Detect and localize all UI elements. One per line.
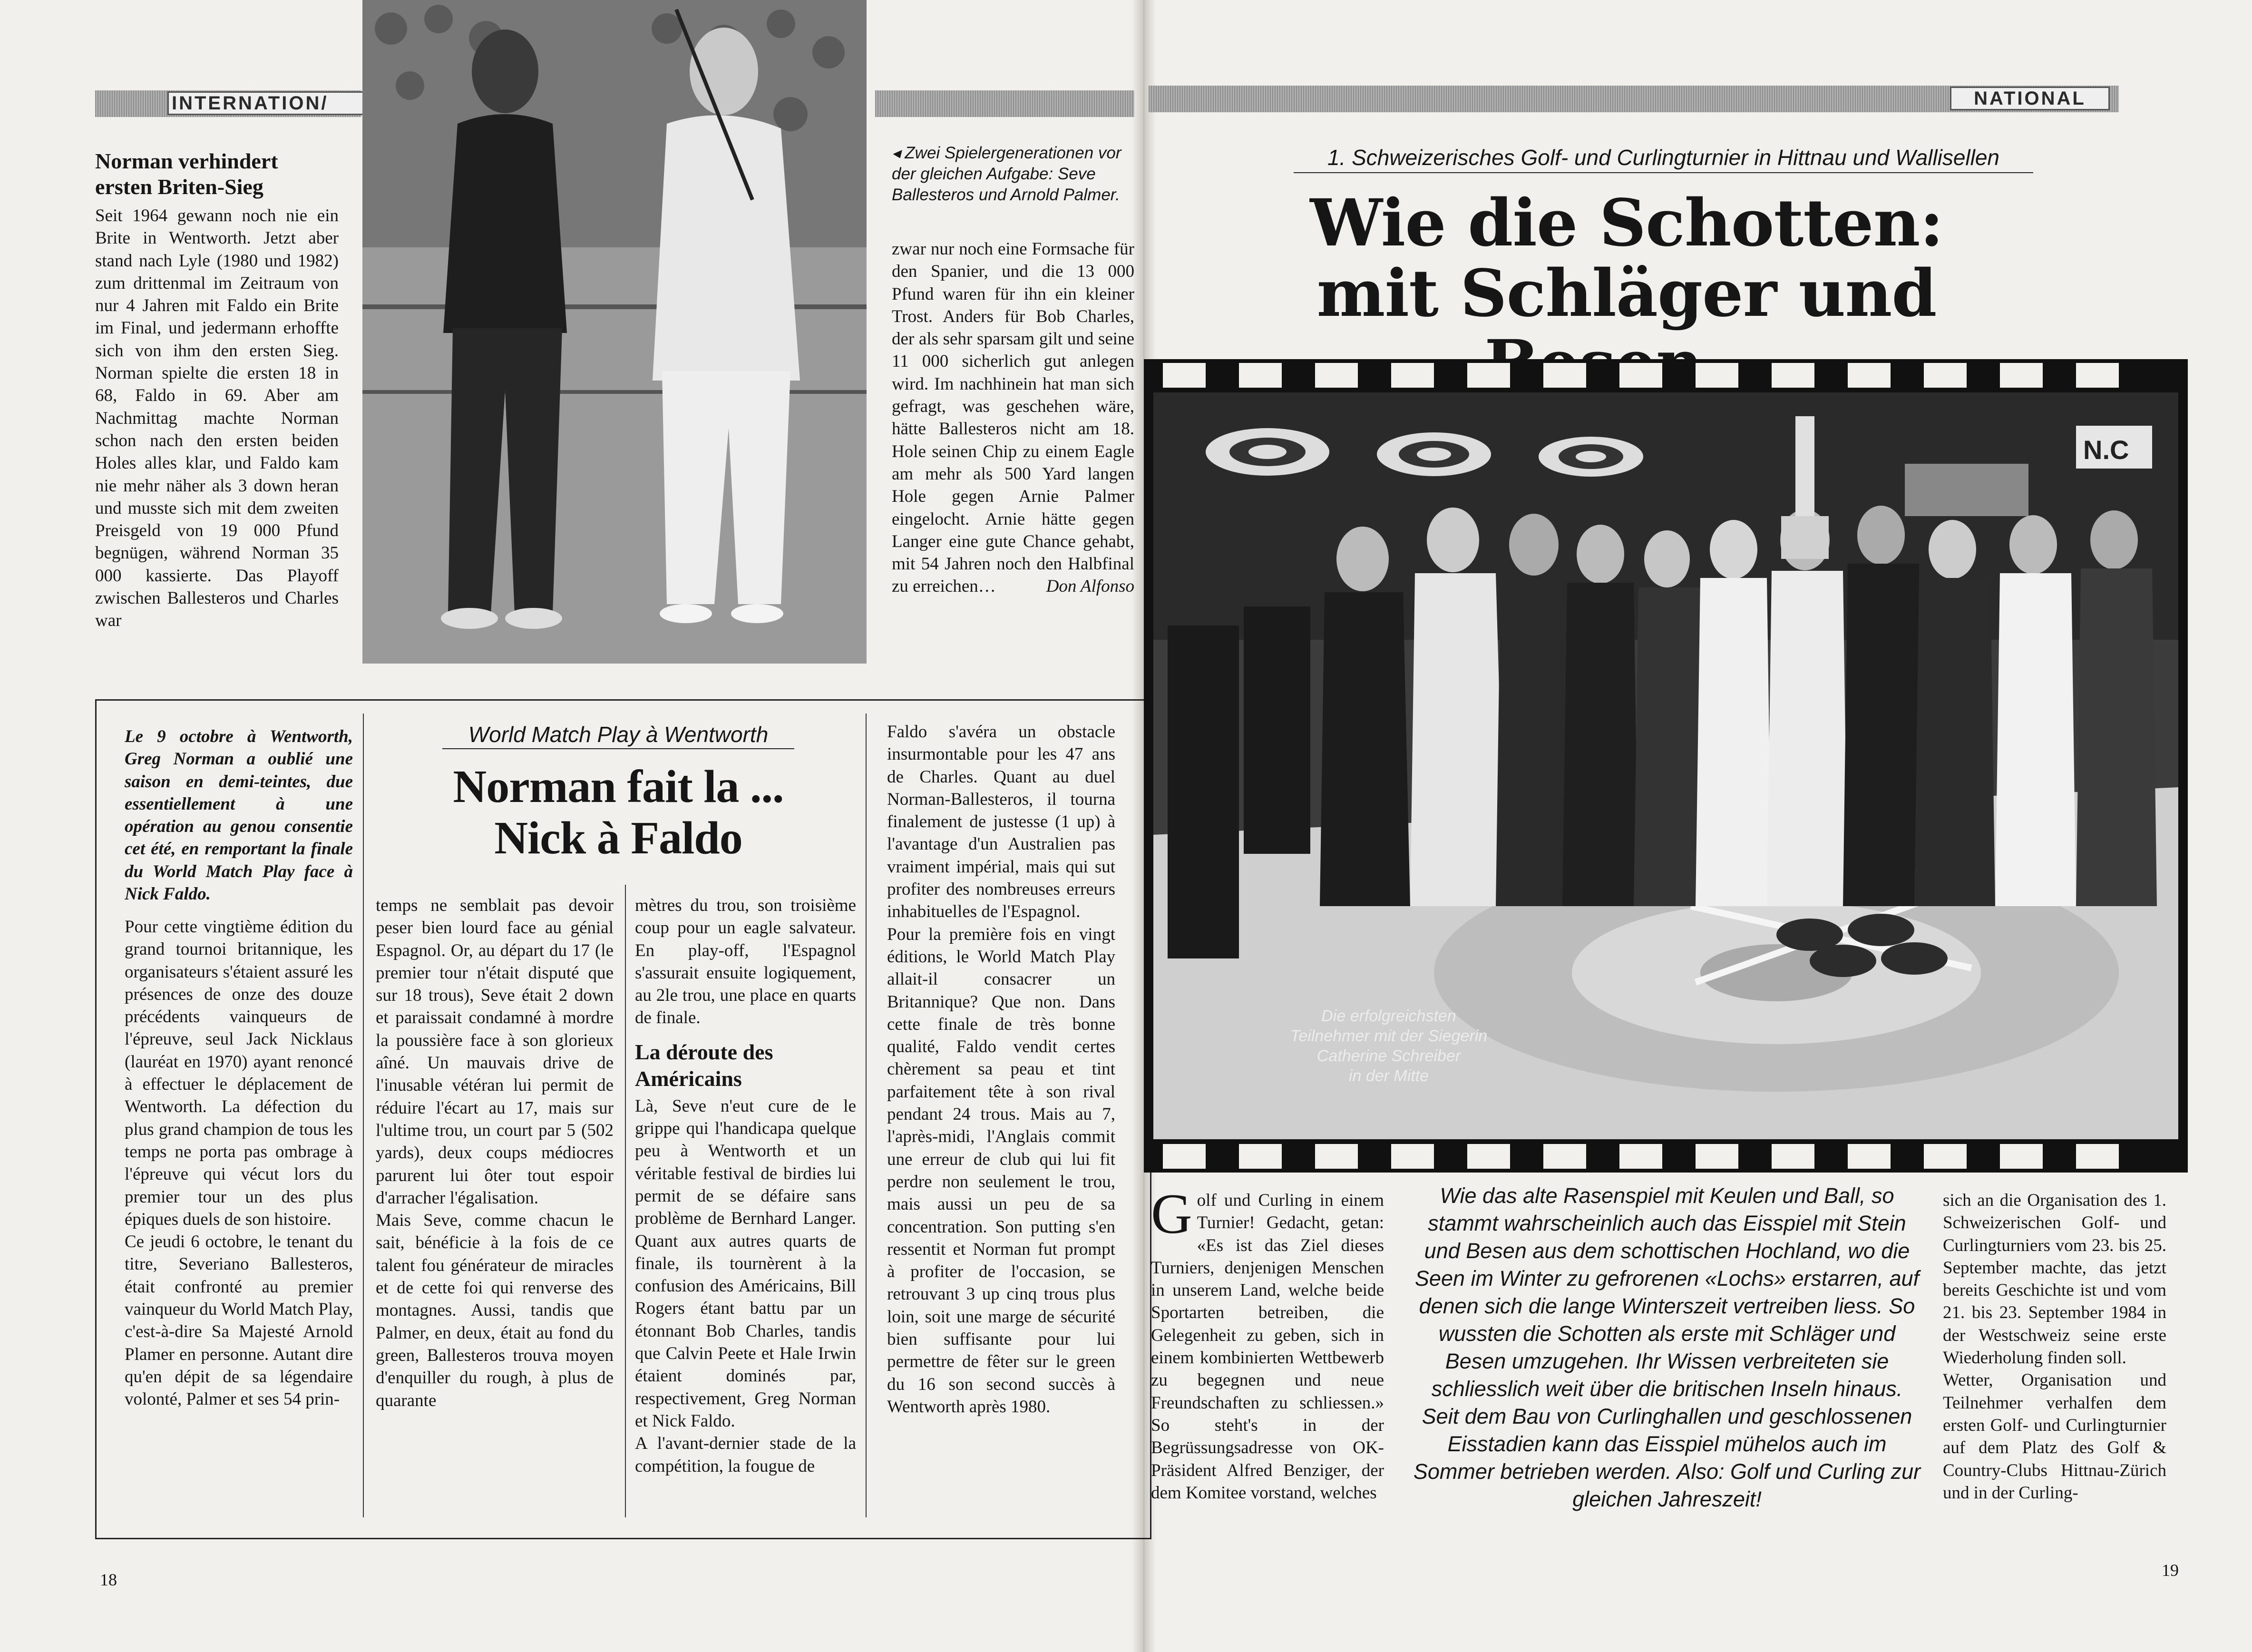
french-col4-p2: Pour la première fois en vingt éditions, le World Match Play allait-il consacrer un Britannique? Que non. Dans cette finale de très bonne qualité, Faldo vendit certes chèrement sa peau et tint parfaitement tête à son rival pendant 24 trous. Mais au 7, l'après-midi, l'Anglais commit une erreur de club qui lui fit perdre non seulement le trou, mais aussi un peu de sa concentration. Son putting s'en ressentit et Norman fut prompt à profiter de l'occasion, se retrouvant 3 up cinq trous plus loin, soit une marge de sécurité bien suffisante pour lui permettre de fêter sur le green du 16 son second succès à Wentworth après 1980. [887,924,1115,1417]
french-col3 [635,894,856,1522]
section-bar-left-2 [875,90,1134,117]
curling-caption-line2: Teilnehmer mit der Siegerin [1290,1027,1488,1045]
french-intro: Le 9 octobre à Wentworth, Greg Norman a oublié une saison en demi-teintes, due essentiellement à une opération au genou consentie cet été, en remportant la finale du World Match Play face à Nick Faldo. [125,727,353,904]
curling-caption-line4: in der Mitte [1348,1067,1429,1085]
french-col2-p1: temps ne semblait pas devoir peser bien lourd face au génial Espagnol. Or, au départ du 17 (le premier tour n'était disputé que sur 18 trous), Seve était 2 down et paraissait condamné à mordre la poussière face à son glorieux aîné. Un mauvais drive de l'inusable vétéran lui permit de réduire l'écart au 17, mais sur l'ultime trou, un court par 5 (502 yards), deux coups médiocres parurent lui ôter tout espoir d'arracher l'égalisation. [376,896,614,1208]
sidebar-body: Seit 1964 gewann noch nie ein Brite in Wentworth. Jetzt aber stand nach Lyle (1980 und 1982) zum drittenmal im Zeitraum von nur 4 Jahren mit Faldo ein Brite im Final, und jedermann erhoffte sich von ihm den ersten Sieg. Norman spielte die ersten 18 in 68, Faldo in 69. Aber am Nachmittag machte Norman schon nach den ersten beiden Holes alles klar, und Faldo kam nie mehr näher als 3 down heran und musste sich mit dem zweiten Preisgeld von 19 000 Pfund begnügen, während Norman 35 000 kassierte. Das Playoff zwischen Ballesteros und Charles war [95,206,339,631]
page-number-left: 18 [100,1570,117,1589]
french-col3-subhead: La déroute des Américains [635,1039,773,1091]
right-kicker: 1. Schweizerisches Golf- und Curlingturnier in Hittnau und Wallisellen [1294,143,2033,173]
french-col4-p1: Faldo s'avéra un obstacle insurmontable pour les 47 ans de Charles. Quant au duel Norman-Ballesteros, il tourna finalement de justesse (1 up) à l'avantage d'un Australien pas vraiment impérial, mais qui sut profiter des nombreuses erreurs inhabituelles de l'Espagnol. [887,722,1115,922]
french-col1 [125,916,353,1529]
french-headline-line1: Norman fait la ... [453,761,784,812]
curling-photo-caption [1265,1006,1512,1086]
curling-caption-line1: Die erfolgreichsten [1321,1007,1456,1025]
sidebar-title-line1: Norman verhindert [95,149,278,173]
continuation-signature: Don Alfonso [1046,577,1134,596]
french-headline-line2: Nick à Faldo [494,812,742,864]
right-lead-text: Wie das alte Rasenspiel mit Keulen und Ball, so stammt wahrscheinlich auch das Eisspiel mit Stein und Besen aus dem schottischen Hochland, wo die Seen im Winter zu gefrorenen «Lochs» erstarren, auf denen sich die lange Winterszeit vertreiben liess. So wussten die Schotten als erste mit Schläger und Besen umzugehen. Ihr Wissen verbreiteten sie schliesslich weit über die britischen Inseln hinaus. Seit dem Bau von Curlinghallen und geschlossenen Eisstadien kann das Eisspiel mühelos auch im Sommer betrieben werden. Also: Golf und Curling zur gleichen Jahreszeit! [1413,1183,1921,1511]
french-col1-p1: Pour cette vingtième édition du grand tournoi britannique, les organisateurs s'étaient assuré les présences de onze des douze précédents vainqueurs de l'épreuve, seul Jack Nicklaus (lauréat en 1970) ayant renoncé à effectuer le déplacement de Wentworth. La défection du plus grand champion de tous les temps ne porta pas ombrage à l'épreuve qui vécut lors du premier tour un des plus épiques duels de son histoire. [125,917,353,1229]
french-col1-p2: Ce jeudi 6 octobre, le tenant du titre, Severiano Ballesteros, était confronté au premier vainqueur du World Match Play, c'est-à-dire Sa Majesté Arnold Plamer en personne. Autant dire qu'en dépit de sa légendaire volonté, Palmer et ses 54 prin- [125,1232,353,1409]
continuation-text: zwar nur noch eine Formsache für den Spanier, und die 13 000 Pfund waren für ihn ein kleiner Trost. Anders für Bob Charles, der als sehr sparsam gilt und seine 11 000 sicherlich gut anlegen wird. Im nachhinein hat man sich gefragt, was geschehen wäre, hätte Ballesteros nicht am 18. Hole seinen Chip zu einem Eagle am mehr als 500 Yard langen Hole gegen Arnie Palmer eingelocht. Arnie hätte gegen Langer eine gute Chance gehabt, mit 54 Jahren noch den Halbfinal zu erreichen… [892,239,1134,596]
right-dropcap: G [1151,1189,1192,1245]
right-col1 [1151,1189,1384,1579]
right-col3-p2: Wetter, Organisation und Teilnehmer verhalfen dem ersten Golf- und Curlingturnier auf dem Platz des Golf & Country-Clubs Hittnau-Zürich und in der Curling- [1943,1370,2166,1503]
golf-players-photo [362,0,867,664]
page-number-right: 19 [2162,1561,2179,1580]
french-col-rule-3 [866,714,867,1517]
french-headline [376,761,861,864]
section-tag-national: NATIONAL [1950,87,2110,110]
french-col3-p2: Là, Seve n'eut cure de le grippe qui l'handicapa quelque peu à Wentworth et un véritable festival de birdies lui permit de se défaire sans problème de Bernhard Langer. Quant aux autres quarts de finale, ils tournèrent à la confusion des Américains, Bill Rogers étant battu par un étonnant Bob Charles, tandis que Calvin Peete et Hale Irwin étaient dominés par, respectivement, Greg Norman et Nick Faldo. [635,1096,856,1431]
french-kicker: World Match Play à Wentworth [442,721,794,749]
french-col4 [887,721,1115,1525]
sidebar-title [95,148,361,200]
golf-photo-illustration [362,0,867,664]
section-tag-international: INTERNATION/ [167,91,368,115]
curling-caption-line3: Catherine Schreiber [1316,1047,1461,1065]
french-col3-p3: A l'avant-dernier stade de la compétition, la fougue de [635,1434,856,1476]
french-col2 [376,894,614,1522]
right-headline-line1: Wie die Schotten: [1310,185,1943,261]
right-col3 [1943,1189,2166,1579]
french-col-rule-1 [363,714,364,1517]
right-headline-line2: mit Schläger und [1316,255,1937,332]
right-col1-text: olf und Curling in einem Turnier! Gedacht, getan: «Es ist das Ziel dieses Turniers, denjenigen Menschen in unserem Land, welche beide Sportarten betreiben, die Gelegenheit zu geben, sich in einem kombinierten Wettbewerb zu begegnen und neue Freundschaften zu schliessen.» So steht's in der Begrüssungsadresse von OK-Präsident Alfred Benziger, der dem Komitee vorstand, welches [1151,1191,1384,1503]
golf-photo-caption: ◂ Zwei Spielergenerationen vor der gleichen Aufgabe: Seve Ballesteros und Arnold Palmer. [892,144,1121,204]
sidebar-title-line2: ersten Briten-Sieg [95,175,263,199]
french-col2-p2: Mais Seve, comme chacun le sait, bénéficie à la fois de ce talent fou générateur de miracles et de cette foi qui renverse des montagnes. Aussi, tandis que Palmer, en deux, était au fond du green, Ballesteros trouva moyen d'enquiller du rough, à plus de quarante [376,1211,614,1410]
french-col-rule-2 [625,885,626,1517]
scoreboard-text: N.C [2083,435,2129,465]
french-col3-p1: mètres du trou, son troisième coup pour un eagle salvateur. En play-off, l'Espagnol s'assurait ensuite logiquement, au 2le trou, une place en quarts de finale. [635,896,856,1028]
continuation-body [892,238,1134,666]
right-col3-p1: sich an die Organisation des 1. Schweizerischen Golf- und Curlingturniers vom 23. bis 25. September machte, das jetzt bereits Geschichte ist und vom 21. bis 23. September 1984 in der Westschweiz seine erste Wiederholung finden soll. [1943,1191,2166,1368]
